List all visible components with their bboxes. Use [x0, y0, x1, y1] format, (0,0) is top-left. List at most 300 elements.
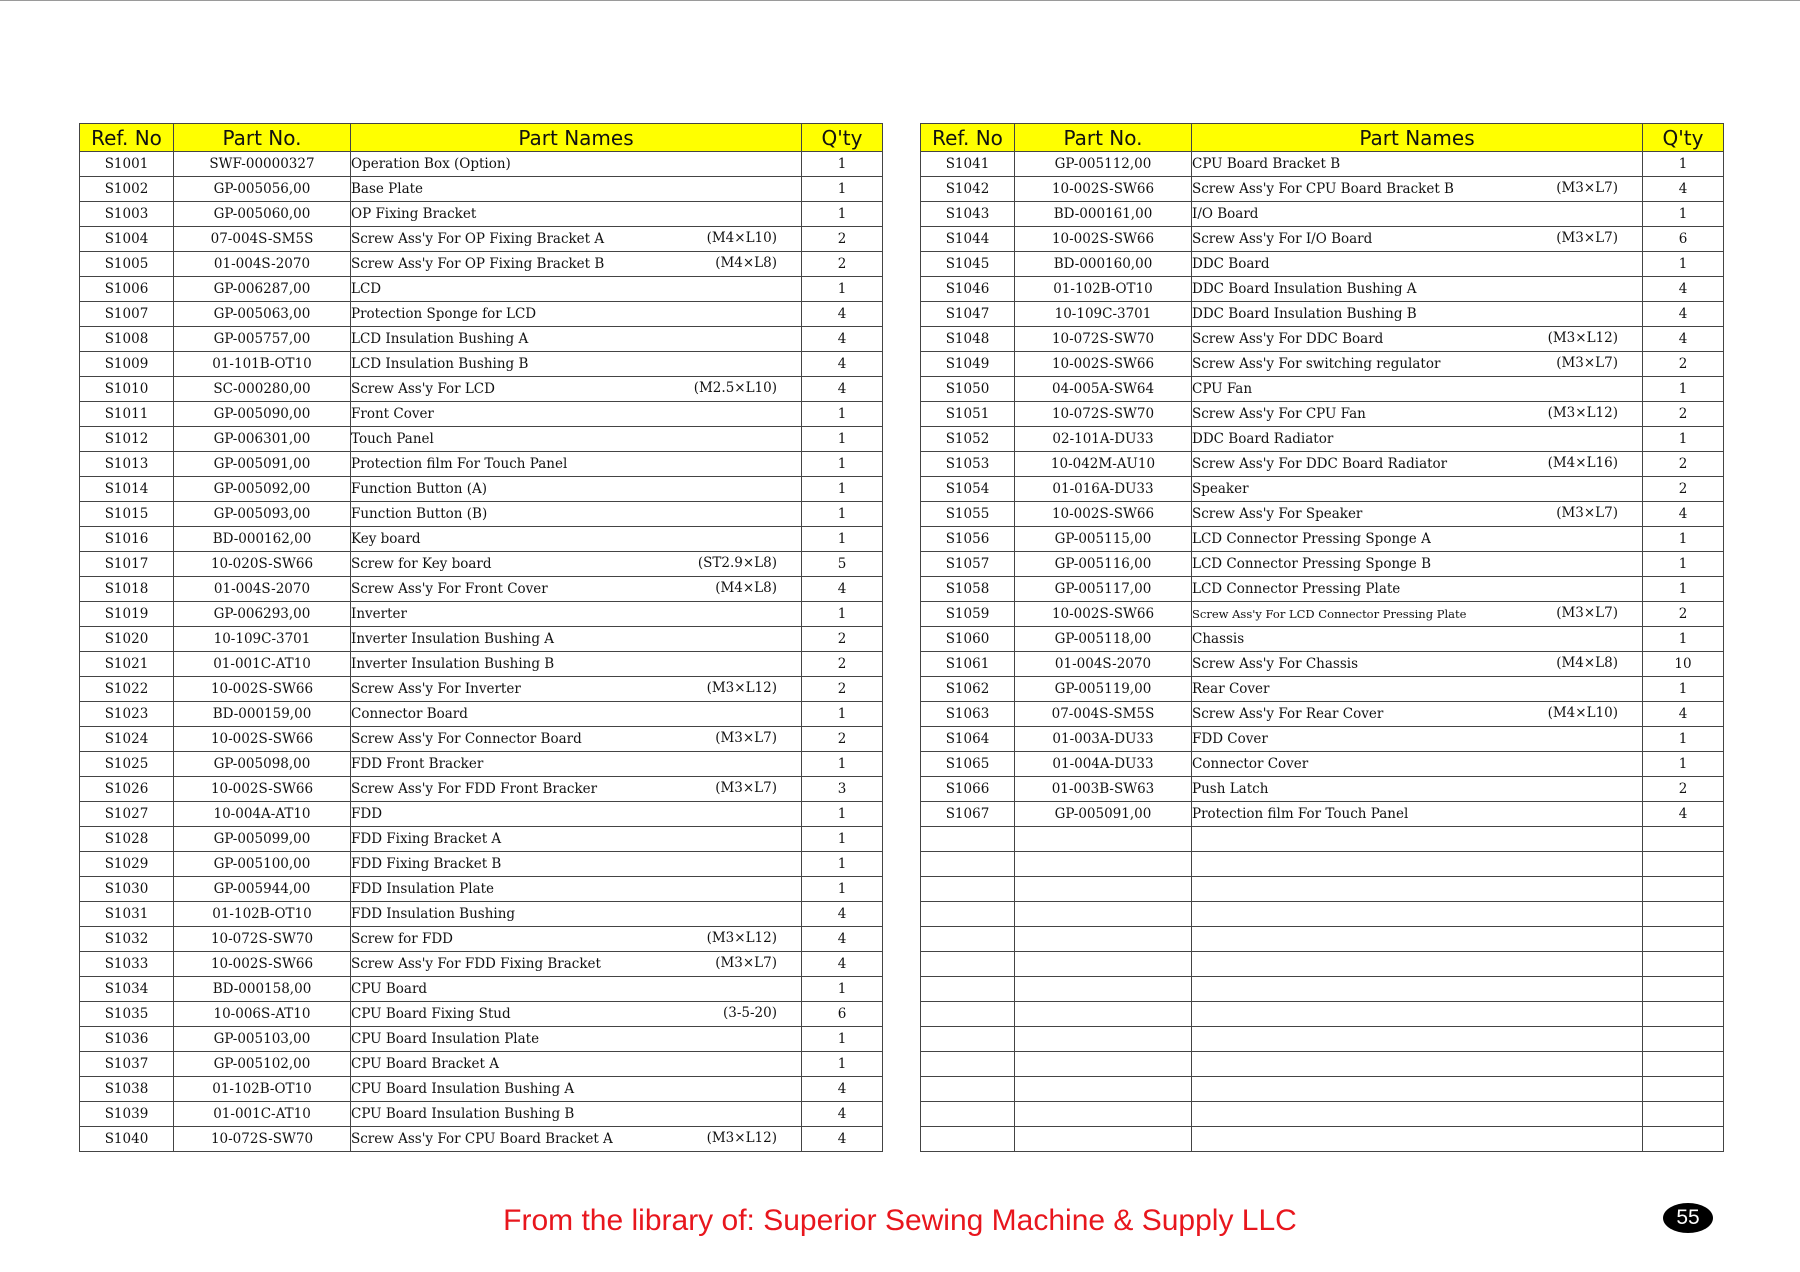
qty-cell: [1643, 877, 1724, 902]
part-name-text: Function Button (B): [351, 506, 488, 522]
part-name-cell: [351, 1027, 802, 1052]
part-no-cell: BD-000161,00: [1015, 202, 1192, 227]
qty-cell: 1: [1643, 577, 1724, 602]
qty-cell: 1: [802, 502, 883, 527]
screw-size-spec: (M3×L12): [1547, 330, 1618, 346]
part-name-cell: [351, 477, 802, 502]
part-no-cell: GP-006301,00: [174, 427, 351, 452]
qty-cell: [1643, 927, 1724, 952]
part-name-cell: [1192, 502, 1643, 527]
table-row: [80, 1102, 883, 1127]
part-name-cell: [351, 627, 802, 652]
ref-cell: S1031: [80, 902, 174, 927]
qty-cell: 1: [802, 527, 883, 552]
part-no-cell: 01-001C-AT10: [174, 652, 351, 677]
ref-cell: S1054: [921, 477, 1015, 502]
table-row: [921, 377, 1724, 402]
qty-cell: 2: [802, 627, 883, 652]
part-no-cell: 01-004A-DU33: [1015, 752, 1192, 777]
part-name-text: CPU Fan: [1192, 381, 1253, 397]
part-name-text: LCD: [351, 281, 382, 297]
part-name-text: DDC Board Insulation Bushing B: [1192, 306, 1417, 322]
table-row: [921, 227, 1724, 252]
part-name-cell: [351, 427, 802, 452]
table-row: [80, 1002, 883, 1027]
part-name-cell: [351, 1052, 802, 1077]
table-row: [921, 527, 1724, 552]
screw-size-spec: (M3×L7): [715, 955, 777, 971]
ref-cell: S1044: [921, 227, 1015, 252]
ref-cell: S1036: [80, 1027, 174, 1052]
ref-cell: [921, 1052, 1015, 1077]
qty-cell: 1: [1643, 152, 1724, 177]
ref-cell: S1018: [80, 577, 174, 602]
table-row: [921, 452, 1724, 477]
ref-cell: S1064: [921, 727, 1015, 752]
part-no-cell: 10-002S-SW66: [1015, 502, 1192, 527]
qty-cell: 3: [802, 777, 883, 802]
part-no-cell: GP-005119,00: [1015, 677, 1192, 702]
part-name-text: DDC Board: [1192, 256, 1270, 272]
table-row: [80, 277, 883, 302]
ref-cell: S1040: [80, 1127, 174, 1152]
part-no-cell: GP-005091,00: [174, 452, 351, 477]
qty-cell: [1643, 1027, 1724, 1052]
ref-cell: S1047: [921, 302, 1015, 327]
table-row: [80, 952, 883, 977]
ref-cell: S1025: [80, 752, 174, 777]
table-row: [921, 652, 1724, 677]
table-row: [921, 802, 1724, 827]
table-row: [80, 477, 883, 502]
part-name-cell: [351, 252, 802, 277]
qty-cell: 2: [802, 652, 883, 677]
qty-cell: 1: [1643, 252, 1724, 277]
part-no-cell: 02-101A-DU33: [1015, 427, 1192, 452]
table-row: [921, 602, 1724, 627]
ref-cell: [921, 1077, 1015, 1102]
table-row: [80, 302, 883, 327]
part-no-cell: 10-109C-3701: [174, 627, 351, 652]
part-no-cell: 10-072S-SW70: [1015, 402, 1192, 427]
empty-table-row: [921, 1052, 1724, 1077]
table-row: [80, 202, 883, 227]
ref-cell: S1017: [80, 552, 174, 577]
empty-table-row: [921, 977, 1724, 1002]
empty-table-row: [921, 1002, 1724, 1027]
qty-cell: 2: [1643, 402, 1724, 427]
table-row: [80, 177, 883, 202]
part-name-cell: [351, 577, 802, 602]
table-row: [80, 452, 883, 477]
ref-cell: S1055: [921, 502, 1015, 527]
part-no-cell: SC-000280,00: [174, 377, 351, 402]
part-no-cell: GP-005944,00: [174, 877, 351, 902]
part-no-cell: GP-006293,00: [174, 602, 351, 627]
part-name-cell: [351, 977, 802, 1002]
part-no-cell: GP-005091,00: [1015, 802, 1192, 827]
part-name-text: Screw Ass'y For Rear Cover: [1192, 706, 1384, 722]
part-no-cell: BD-000162,00: [174, 527, 351, 552]
ref-cell: S1042: [921, 177, 1015, 202]
part-no-cell: GP-005092,00: [174, 477, 351, 502]
part-name-text: FDD Front Bracker: [351, 756, 484, 772]
part-name-text: CPU Board Bracket B: [1192, 156, 1341, 172]
part-no-cell: 10-004A-AT10: [174, 802, 351, 827]
part-no-cell: 01-004S-2070: [174, 577, 351, 602]
ref-cell: S1059: [921, 602, 1015, 627]
part-name-cell: [1192, 677, 1643, 702]
ref-cell: S1021: [80, 652, 174, 677]
qty-cell: 2: [1643, 477, 1724, 502]
table-row: [80, 152, 883, 177]
part-name-cell: [351, 527, 802, 552]
part-no-cell: GP-005060,00: [174, 202, 351, 227]
ref-cell: [921, 952, 1015, 977]
table-row: [80, 802, 883, 827]
part-name-cell: [1192, 652, 1643, 677]
ref-cell: S1016: [80, 527, 174, 552]
part-name-cell: [1192, 177, 1643, 202]
table-header-row: [921, 124, 1724, 152]
part-no-cell: 10-072S-SW70: [1015, 327, 1192, 352]
part-no-cell: [1015, 902, 1192, 927]
part-no-cell: [1015, 1027, 1192, 1052]
part-name-cell: [1192, 1127, 1643, 1152]
part-name-text: FDD Cover: [1192, 731, 1268, 747]
part-name-text: Inverter Insulation Bushing B: [351, 656, 555, 672]
ref-cell: S1029: [80, 852, 174, 877]
part-name-text: Push Latch: [1192, 781, 1269, 797]
ref-cell: S1004: [80, 227, 174, 252]
qty-cell: 1: [802, 1052, 883, 1077]
part-name-text: OP Fixing Bracket: [351, 206, 477, 222]
qty-cell: 2: [802, 227, 883, 252]
part-name-text: I/O Board: [1192, 206, 1259, 222]
part-name-text: Speaker: [1192, 481, 1249, 497]
part-name-cell: [351, 827, 802, 852]
qty-cell: 1: [802, 427, 883, 452]
ref-cell: [921, 877, 1015, 902]
part-name-cell: [351, 927, 802, 952]
screw-size-spec: (M3×L12): [1547, 405, 1618, 421]
qty-cell: 4: [1643, 277, 1724, 302]
qty-cell: [1643, 902, 1724, 927]
screw-size-spec: (M4×L10): [1547, 705, 1618, 721]
part-no-cell: BD-000159,00: [174, 702, 351, 727]
qty-cell: 2: [802, 252, 883, 277]
qty-cell: 4: [1643, 502, 1724, 527]
part-name-cell: [351, 877, 802, 902]
part-name-cell: [351, 752, 802, 777]
table-row: [80, 652, 883, 677]
qty-cell: 1: [802, 602, 883, 627]
ref-cell: S1046: [921, 277, 1015, 302]
part-name-cell: [351, 227, 802, 252]
screw-size-spec: (M3×L7): [715, 780, 777, 796]
part-no-cell: 07-004S-SM5S: [174, 227, 351, 252]
part-name-cell: [1192, 227, 1643, 252]
part-no-cell: GP-005056,00: [174, 177, 351, 202]
ref-cell: S1019: [80, 602, 174, 627]
part-no-cell: GP-005118,00: [1015, 627, 1192, 652]
part-name-cell: [351, 852, 802, 877]
part-name-text: Inverter: [351, 606, 407, 622]
part-name-cell: [1192, 777, 1643, 802]
part-name-cell: [1192, 302, 1643, 327]
table-row: [921, 152, 1724, 177]
part-no-cell: 10-020S-SW66: [174, 552, 351, 577]
part-no-cell: 10-002S-SW66: [1015, 227, 1192, 252]
part-name-text: Screw Ass'y For CPU Board Bracket B: [1192, 181, 1454, 197]
part-name-text: CPU Board: [351, 981, 428, 997]
part-name-cell: [1192, 727, 1643, 752]
table-row: [80, 927, 883, 952]
part-name-text: Screw Ass'y For I/O Board: [1192, 231, 1373, 247]
part-name-cell: [1192, 352, 1643, 377]
part-no-cell: 01-102B-OT10: [174, 1077, 351, 1102]
ref-cell: S1003: [80, 202, 174, 227]
part-no-cell: 10-002S-SW66: [1015, 602, 1192, 627]
table-row: [921, 477, 1724, 502]
screw-size-spec: (M3×L7): [1556, 230, 1618, 246]
part-name-cell: [1192, 452, 1643, 477]
part-no-cell: [1015, 1102, 1192, 1127]
table-row: [80, 677, 883, 702]
ref-cell: S1024: [80, 727, 174, 752]
table-row: [921, 252, 1724, 277]
ref-cell: S1013: [80, 452, 174, 477]
ref-cell: [921, 1127, 1015, 1152]
screw-size-spec: (M2.5×L10): [693, 380, 777, 396]
ref-cell: [921, 1002, 1015, 1027]
screw-size-spec: (M4×L8): [715, 580, 777, 596]
empty-table-row: [921, 1127, 1724, 1152]
part-name-text: Screw Ass'y For Inverter: [351, 681, 521, 697]
qty-cell: 1: [802, 877, 883, 902]
table-row: [921, 677, 1724, 702]
part-name-text: LCD Connector Pressing Sponge A: [1192, 531, 1431, 547]
part-name-text: DDC Board Radiator: [1192, 431, 1334, 447]
table-row: [80, 252, 883, 277]
ref-cell: [921, 902, 1015, 927]
part-no-cell: [1015, 977, 1192, 1002]
part-name-text: Screw Ass'y For Front Cover: [351, 581, 548, 597]
qty-cell: 4: [1643, 327, 1724, 352]
ref-cell: S1022: [80, 677, 174, 702]
part-name-text: Key board: [351, 531, 421, 547]
ref-cell: S1002: [80, 177, 174, 202]
part-no-cell: BD-000160,00: [1015, 252, 1192, 277]
qty-cell: 1: [802, 852, 883, 877]
ref-cell: S1010: [80, 377, 174, 402]
part-name-cell: [351, 777, 802, 802]
part-no-cell: GP-005116,00: [1015, 552, 1192, 577]
qty-cell: 4: [802, 327, 883, 352]
screw-size-spec: (M3×L12): [706, 680, 777, 696]
table-row: [80, 1127, 883, 1152]
part-no-cell: 10-002S-SW66: [174, 952, 351, 977]
part-name-text: LCD Connector Pressing Plate: [1192, 581, 1401, 597]
table-row: [921, 327, 1724, 352]
part-name-cell: [351, 652, 802, 677]
qty-cell: 5: [802, 552, 883, 577]
part-name-cell: [351, 1002, 802, 1027]
part-name-cell: [351, 727, 802, 752]
part-name-cell: [351, 702, 802, 727]
part-name-text: LCD Insulation Bushing A: [351, 331, 529, 347]
part-no-cell: GP-005757,00: [174, 327, 351, 352]
ref-cell: S1067: [921, 802, 1015, 827]
ref-cell: [921, 852, 1015, 877]
part-name-text: FDD Fixing Bracket B: [351, 856, 502, 872]
ref-cell: S1050: [921, 377, 1015, 402]
table-row: [80, 1052, 883, 1077]
part-name-text: Screw for Key board: [351, 556, 492, 572]
part-name-cell: [351, 602, 802, 627]
parts-table-right: [920, 123, 1724, 1152]
qty-cell: 1: [1643, 677, 1724, 702]
part-name-cell: [1192, 927, 1643, 952]
qty-cell: 2: [1643, 352, 1724, 377]
table-row: [921, 202, 1724, 227]
qty-cell: 2: [802, 727, 883, 752]
part-name-text: Screw Ass'y For OP Fixing Bracket B: [351, 256, 605, 272]
qty-cell: 4: [802, 302, 883, 327]
part-no-cell: [1015, 927, 1192, 952]
part-name-cell: [351, 377, 802, 402]
part-no-cell: GP-006287,00: [174, 277, 351, 302]
table-row: [80, 752, 883, 777]
screw-size-spec: (M4×L10): [706, 230, 777, 246]
part-name-cell: [1192, 477, 1643, 502]
part-name-text: CPU Board Fixing Stud: [351, 1006, 511, 1022]
part-name-cell: [1192, 852, 1643, 877]
part-name-cell: [351, 1077, 802, 1102]
screw-size-spec: (3-5-20): [722, 1005, 777, 1021]
part-name-cell: [1192, 427, 1643, 452]
ref-cell: S1041: [921, 152, 1015, 177]
screw-size-spec: (ST2.9×L8): [697, 555, 777, 571]
screw-size-spec: (M3×L7): [715, 730, 777, 746]
ref-cell: S1034: [80, 977, 174, 1002]
part-name-cell: [351, 502, 802, 527]
part-no-cell: [1015, 1077, 1192, 1102]
table-row: [921, 627, 1724, 652]
part-no-cell: 04-005A-SW64: [1015, 377, 1192, 402]
qty-cell: 4: [1643, 177, 1724, 202]
empty-table-row: [921, 902, 1724, 927]
ref-cell: S1045: [921, 252, 1015, 277]
table-row: [921, 552, 1724, 577]
part-name-cell: [1192, 1102, 1643, 1127]
ref-cell: S1011: [80, 402, 174, 427]
screw-size-spec: (M4×L8): [1556, 655, 1618, 671]
qty-cell: 4: [1643, 802, 1724, 827]
part-name-text: Screw Ass'y For LCD Connector Pressing Plate: [1192, 607, 1467, 621]
ref-cell: S1006: [80, 277, 174, 302]
table-row: [80, 352, 883, 377]
part-name-text: FDD Fixing Bracket A: [351, 831, 502, 847]
part-name-cell: [1192, 952, 1643, 977]
qty-cell: 1: [802, 152, 883, 177]
part-name-text: Screw Ass'y For CPU Board Bracket A: [351, 1131, 613, 1147]
part-name-text: Screw Ass'y For CPU Fan: [1192, 406, 1366, 422]
ref-cell: S1058: [921, 577, 1015, 602]
table-row: [80, 327, 883, 352]
part-name-text: LCD Insulation Bushing B: [351, 356, 529, 372]
part-name-cell: [351, 152, 802, 177]
ref-cell: S1065: [921, 752, 1015, 777]
part-no-cell: [1015, 852, 1192, 877]
part-no-cell: [1015, 952, 1192, 977]
header-part-names: Part Names: [1192, 124, 1643, 152]
ref-cell: S1049: [921, 352, 1015, 377]
header-part-no: Part No.: [174, 124, 351, 152]
ref-cell: S1063: [921, 702, 1015, 727]
part-name-text: Function Button (A): [351, 481, 488, 497]
part-no-cell: 01-102B-OT10: [174, 902, 351, 927]
ref-cell: S1037: [80, 1052, 174, 1077]
ref-cell: [921, 1102, 1015, 1127]
part-name-cell: [1192, 977, 1643, 1002]
qty-cell: 4: [802, 352, 883, 377]
part-name-text: Touch Panel: [351, 431, 434, 447]
part-name-text: Screw Ass'y For Chassis: [1192, 656, 1359, 672]
part-name-cell: [1192, 877, 1643, 902]
qty-cell: [1643, 1052, 1724, 1077]
part-name-cell: [1192, 152, 1643, 177]
qty-cell: 1: [1643, 752, 1724, 777]
part-name-text: Connector Cover: [1192, 756, 1309, 772]
ref-cell: S1012: [80, 427, 174, 452]
part-no-cell: 10-002S-SW66: [1015, 352, 1192, 377]
part-no-cell: GP-005117,00: [1015, 577, 1192, 602]
qty-cell: 1: [802, 802, 883, 827]
table-row: [80, 977, 883, 1002]
ref-cell: S1056: [921, 527, 1015, 552]
ref-cell: S1032: [80, 927, 174, 952]
part-name-text: Screw Ass'y For Speaker: [1192, 506, 1363, 522]
library-credit: From the library of: Superior Sewing Machine & Supply LLC: [503, 1204, 1297, 1237]
ref-cell: S1052: [921, 427, 1015, 452]
empty-table-row: [921, 952, 1724, 977]
part-name-cell: [351, 302, 802, 327]
qty-cell: 1: [802, 1027, 883, 1052]
table-row: [921, 177, 1724, 202]
ref-cell: [921, 827, 1015, 852]
empty-table-row: [921, 827, 1724, 852]
ref-cell: S1035: [80, 1002, 174, 1027]
part-name-text: Protection film For Touch Panel: [351, 456, 568, 472]
part-no-cell: 10-006S-AT10: [174, 1002, 351, 1027]
part-no-cell: GP-005063,00: [174, 302, 351, 327]
part-name-text: CPU Board Insulation Bushing A: [351, 1081, 575, 1097]
table-row: [80, 577, 883, 602]
screw-size-spec: (M3×L7): [1556, 355, 1618, 371]
qty-cell: 2: [802, 677, 883, 702]
part-no-cell: 01-003B-SW63: [1015, 777, 1192, 802]
part-name-text: Screw Ass'y For FDD Front Bracker: [351, 781, 598, 797]
screw-size-spec: (M3×L12): [706, 1130, 777, 1146]
part-name-text: Screw Ass'y For LCD: [351, 381, 495, 397]
part-name-cell: [351, 352, 802, 377]
screw-size-spec: (M3×L12): [706, 930, 777, 946]
ref-cell: S1028: [80, 827, 174, 852]
table-row: [80, 502, 883, 527]
part-name-cell: [1192, 1027, 1643, 1052]
ref-cell: S1057: [921, 552, 1015, 577]
